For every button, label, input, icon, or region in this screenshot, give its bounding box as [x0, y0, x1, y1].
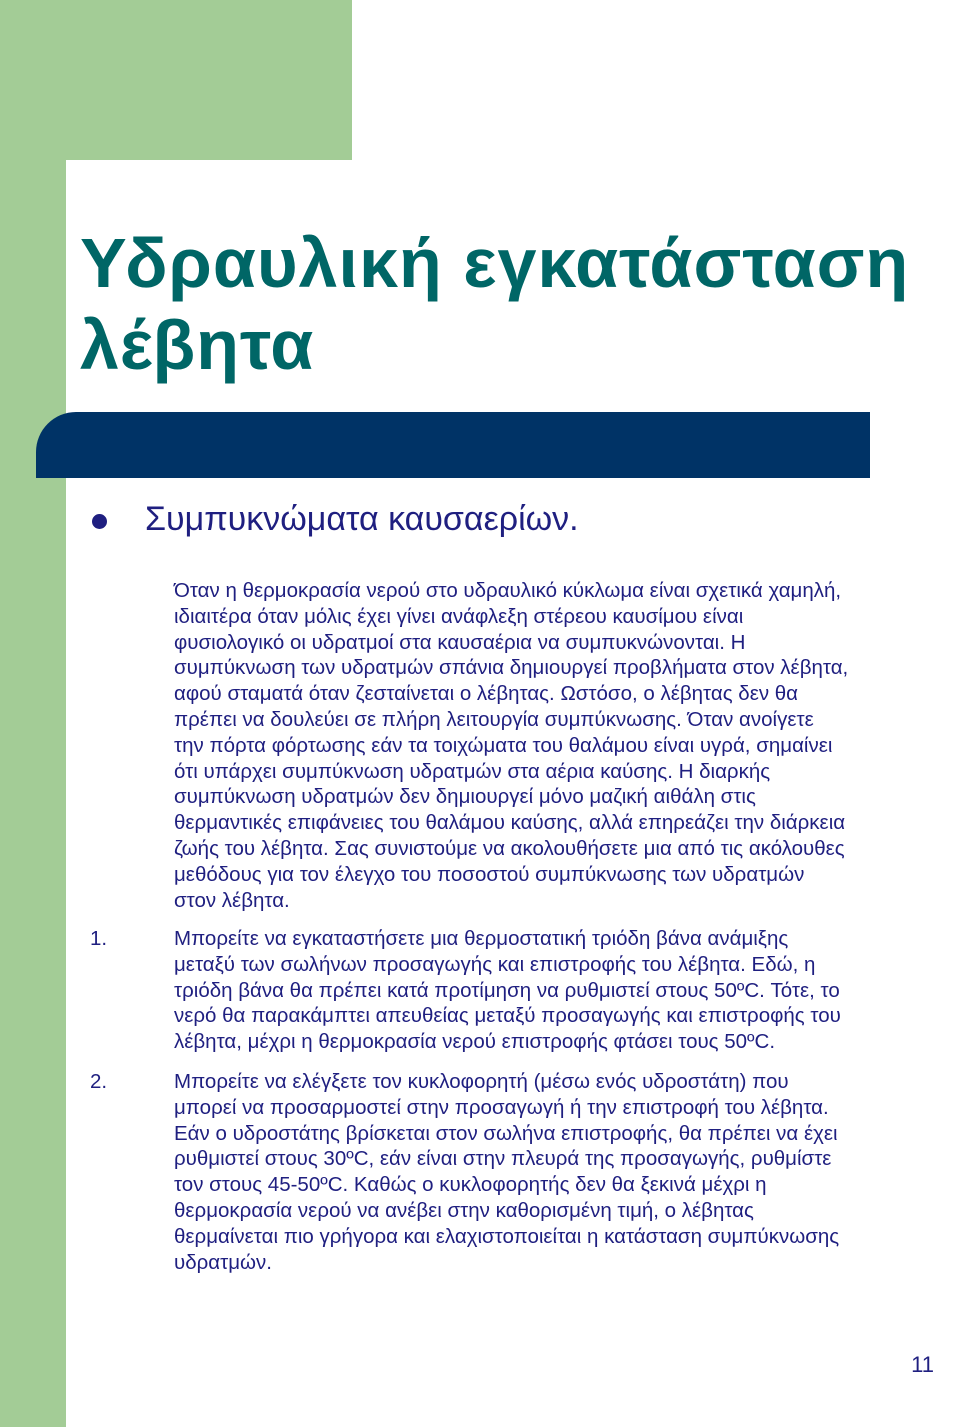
green-decor-side — [0, 0, 66, 1427]
item-number: 1. — [90, 927, 108, 950]
title-underline-bar — [36, 412, 870, 478]
bullet-dot-icon — [92, 514, 107, 529]
slide-title: Υδραυλική εγκατάσταση λέβητα — [80, 224, 910, 384]
body-paragraph: Όταν η θερμοκρασία νερού στο υδραυλικό κύκλωμα είναι σχετικά χαμηλή, ιδιαιτέρα όταν μόλις έχει γίνει ανάφλεξη στέρεου καυσίμου είναι φυσιολογικό οι υδρατμοί στα καυσαέρια να συμπυκνώνονται. Η συμπύκνωση των υδρατμών σπάνια δημιουργεί προβλήματα στον λέβητα, αφού σταματά όταν ζεσταίνεται ο λέβητας. Ωστόσο, ο λέβητας δεν θα πρέπει να δουλεύει σε πλήρη λειτουργία συμπύκνωσης. Όταν ανοίγετε την πόρτα φόρτωσης εάν τα τοιχώματα του θαλάμου είναι υγρά, σημαίνει ότι υπάρχει συμπύκνωση υδρατμών στα αέρια καύσης. Η διαρκής συμπύκνωση υδρατμών δεν δημιουργεί μόνο μαζική αιθάλη στις θερμαντικές επιφάνειες του θαλάμου καύσης, αλλά επηρεάζει την διάρκεια ζωής του λέβητα. Σας συνιστούμε να ακολουθήσετε μια από τις ακόλουθες μεθόδους για τον έλεγχο του ποσοστού συμπύκνωσης των υδρατμών στον λέβητα. — [174, 579, 849, 912]
item-text: Μπορείτε να ελέγξετε τον κυκλοφορητή (μέσω ενός υδροστάτη) που μπορεί να προσαρμοστεί στην προσαγωγή ή την επιστροφή του λέβητα. Εάν ο υδροστάτης βρίσκεται στον σωλήνα επιστροφής, θα πρέπει να έχει ρυθμιστεί στους 30ºC, εάν είναι στην πλευρά της προσαγωγής, ρυθμίστε τον στους 45-50ºC. Καθώς ο κυκλοφορητής δεν θα ξεκινά μέχρι η θερμοκρασία νερού να ανέβει στην καθορισμένη τιμή, ο λέβητας θερμαίνεται πιο γρήγορα και ελαχιστοποιείται η κατάσταση συμπύκνωσης υδρατμών. — [174, 1070, 840, 1274]
item-number: 2. — [90, 1070, 108, 1093]
page-number: 11 — [911, 1352, 934, 1377]
item-text: Μπορείτε να εγκαταστήσετε μια θερμοστατική τριόδη βάνα ανάμιξης μεταξύ των σωλήνων προσαγωγής και επιστροφής του λέβητα. Εδώ, η τριόδη βάνα θα πρέπει κατά προτίμηση να ρυθμιστεί στους 50ºC. Τότε, το νερό θα παρακάμπτει απευθείας μεταξύ προσαγωγής και επιστροφής του λέβητα, μέχρι η θερμοκρασία νερού επιστροφής φτάσει τους 50ºC. — [174, 927, 841, 1054]
bullet-text: Συμπυκνώματα καυσαερίων. — [145, 500, 579, 538]
